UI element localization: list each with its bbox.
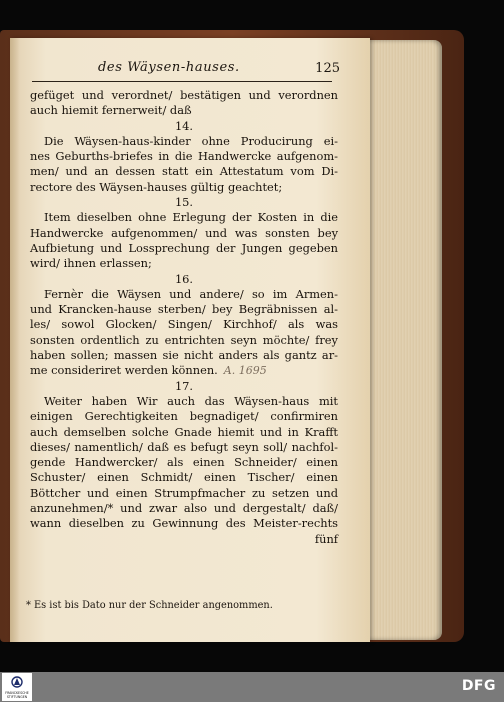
text-line: auch hiemit fernerweit/ daß bbox=[30, 103, 192, 118]
page-edges bbox=[362, 40, 442, 640]
footnote: * Es ist bis Dato nur der Schneider angenommen. bbox=[26, 600, 273, 611]
viewer-footer-bar bbox=[0, 672, 504, 702]
pencil-annotation: A. 1695 bbox=[223, 364, 267, 378]
page-number: 125 bbox=[315, 61, 340, 76]
header-rule bbox=[32, 81, 332, 82]
text-line: Die Wäysen-haus-kinder ohne Producirung ei- bbox=[44, 133, 338, 148]
body-text bbox=[30, 88, 338, 547]
text-line: gefüget und verordnet/ bestätigen und verordnen bbox=[30, 88, 338, 102]
text-line: anzunehmen/* und zwar also und dergestalt/ daß/ bbox=[30, 501, 338, 516]
text-line: haben sollen; massen sie nicht anders als gantz ar- bbox=[30, 348, 338, 363]
catchword: fünf bbox=[314, 531, 338, 546]
text-line: Fernèr die Wäysen und andere/ so im Armen- bbox=[44, 286, 338, 301]
running-head: des Wäysen-hauses. bbox=[98, 60, 240, 75]
text-line: einigen Gerechtigkeiten begnadiget/ confirmiren bbox=[30, 409, 338, 424]
text-line: men/ und an dessen statt ein Attestatum vom Di- bbox=[30, 164, 338, 179]
text-line: wann dieselben zu Gewinnung des Meister-rechts bbox=[30, 516, 338, 531]
text-line: auch demselben solche Gnade hiemit und in Krafft bbox=[30, 424, 338, 439]
text-line: nes Geburths-briefes in die Handwercke aufgenom- bbox=[30, 149, 338, 164]
library-caption: FRANCKESCHE STIFTUNGEN bbox=[5, 691, 29, 699]
section-number: 17. bbox=[174, 378, 194, 393]
page-header bbox=[34, 60, 340, 80]
text-line: Item dieselben ohne Erlegung der Kosten in die bbox=[44, 210, 338, 225]
text-line: rectore des Wäysen-hauses gültig geachtet; bbox=[30, 179, 283, 194]
page-gutter bbox=[10, 38, 20, 642]
section-number: 16. bbox=[174, 271, 194, 286]
text-line: Handwercke aufgenommen/ und was sonsten bey bbox=[30, 225, 338, 240]
text-line: Weiter haben Wir auch das Wäysen-haus mit bbox=[44, 393, 338, 408]
text-line: gende Handwercker/ als einen Schneider/ einen bbox=[30, 455, 338, 470]
text-line bbox=[30, 363, 338, 378]
text-line: Böttcher und einen Strumpfmacher zu setzen und bbox=[30, 485, 338, 500]
text-line: Aufbietung und Lossprechung der Jungen gegeben bbox=[30, 240, 338, 255]
text-line: und Krancken-hause sterben/ bey Begräbnissen al- bbox=[30, 302, 338, 317]
text-line-content: me consideriret werden können. bbox=[30, 363, 218, 378]
library-emblem-icon bbox=[11, 676, 23, 688]
text-line: Schuster/ einen Schmidt/ einen Tischer/ einen bbox=[30, 470, 338, 485]
book-page bbox=[10, 38, 370, 642]
text-line: wird/ ihnen erlassen; bbox=[30, 256, 152, 271]
text-line: les/ sowol Glocken/ Singen/ Kirchhof/ als was bbox=[30, 317, 338, 332]
section-number: 14. bbox=[174, 118, 194, 133]
library-logo[interactable] bbox=[2, 673, 32, 701]
text-line: dieses/ namentlich/ daß es befugt seyn soll/ nachfol- bbox=[30, 439, 338, 454]
text-line: sonsten ordentlich zu entrichten seyn möchte/ frey bbox=[30, 332, 338, 347]
section-number: 15. bbox=[174, 195, 194, 210]
dfg-logo[interactable]: DFG bbox=[461, 678, 496, 694]
